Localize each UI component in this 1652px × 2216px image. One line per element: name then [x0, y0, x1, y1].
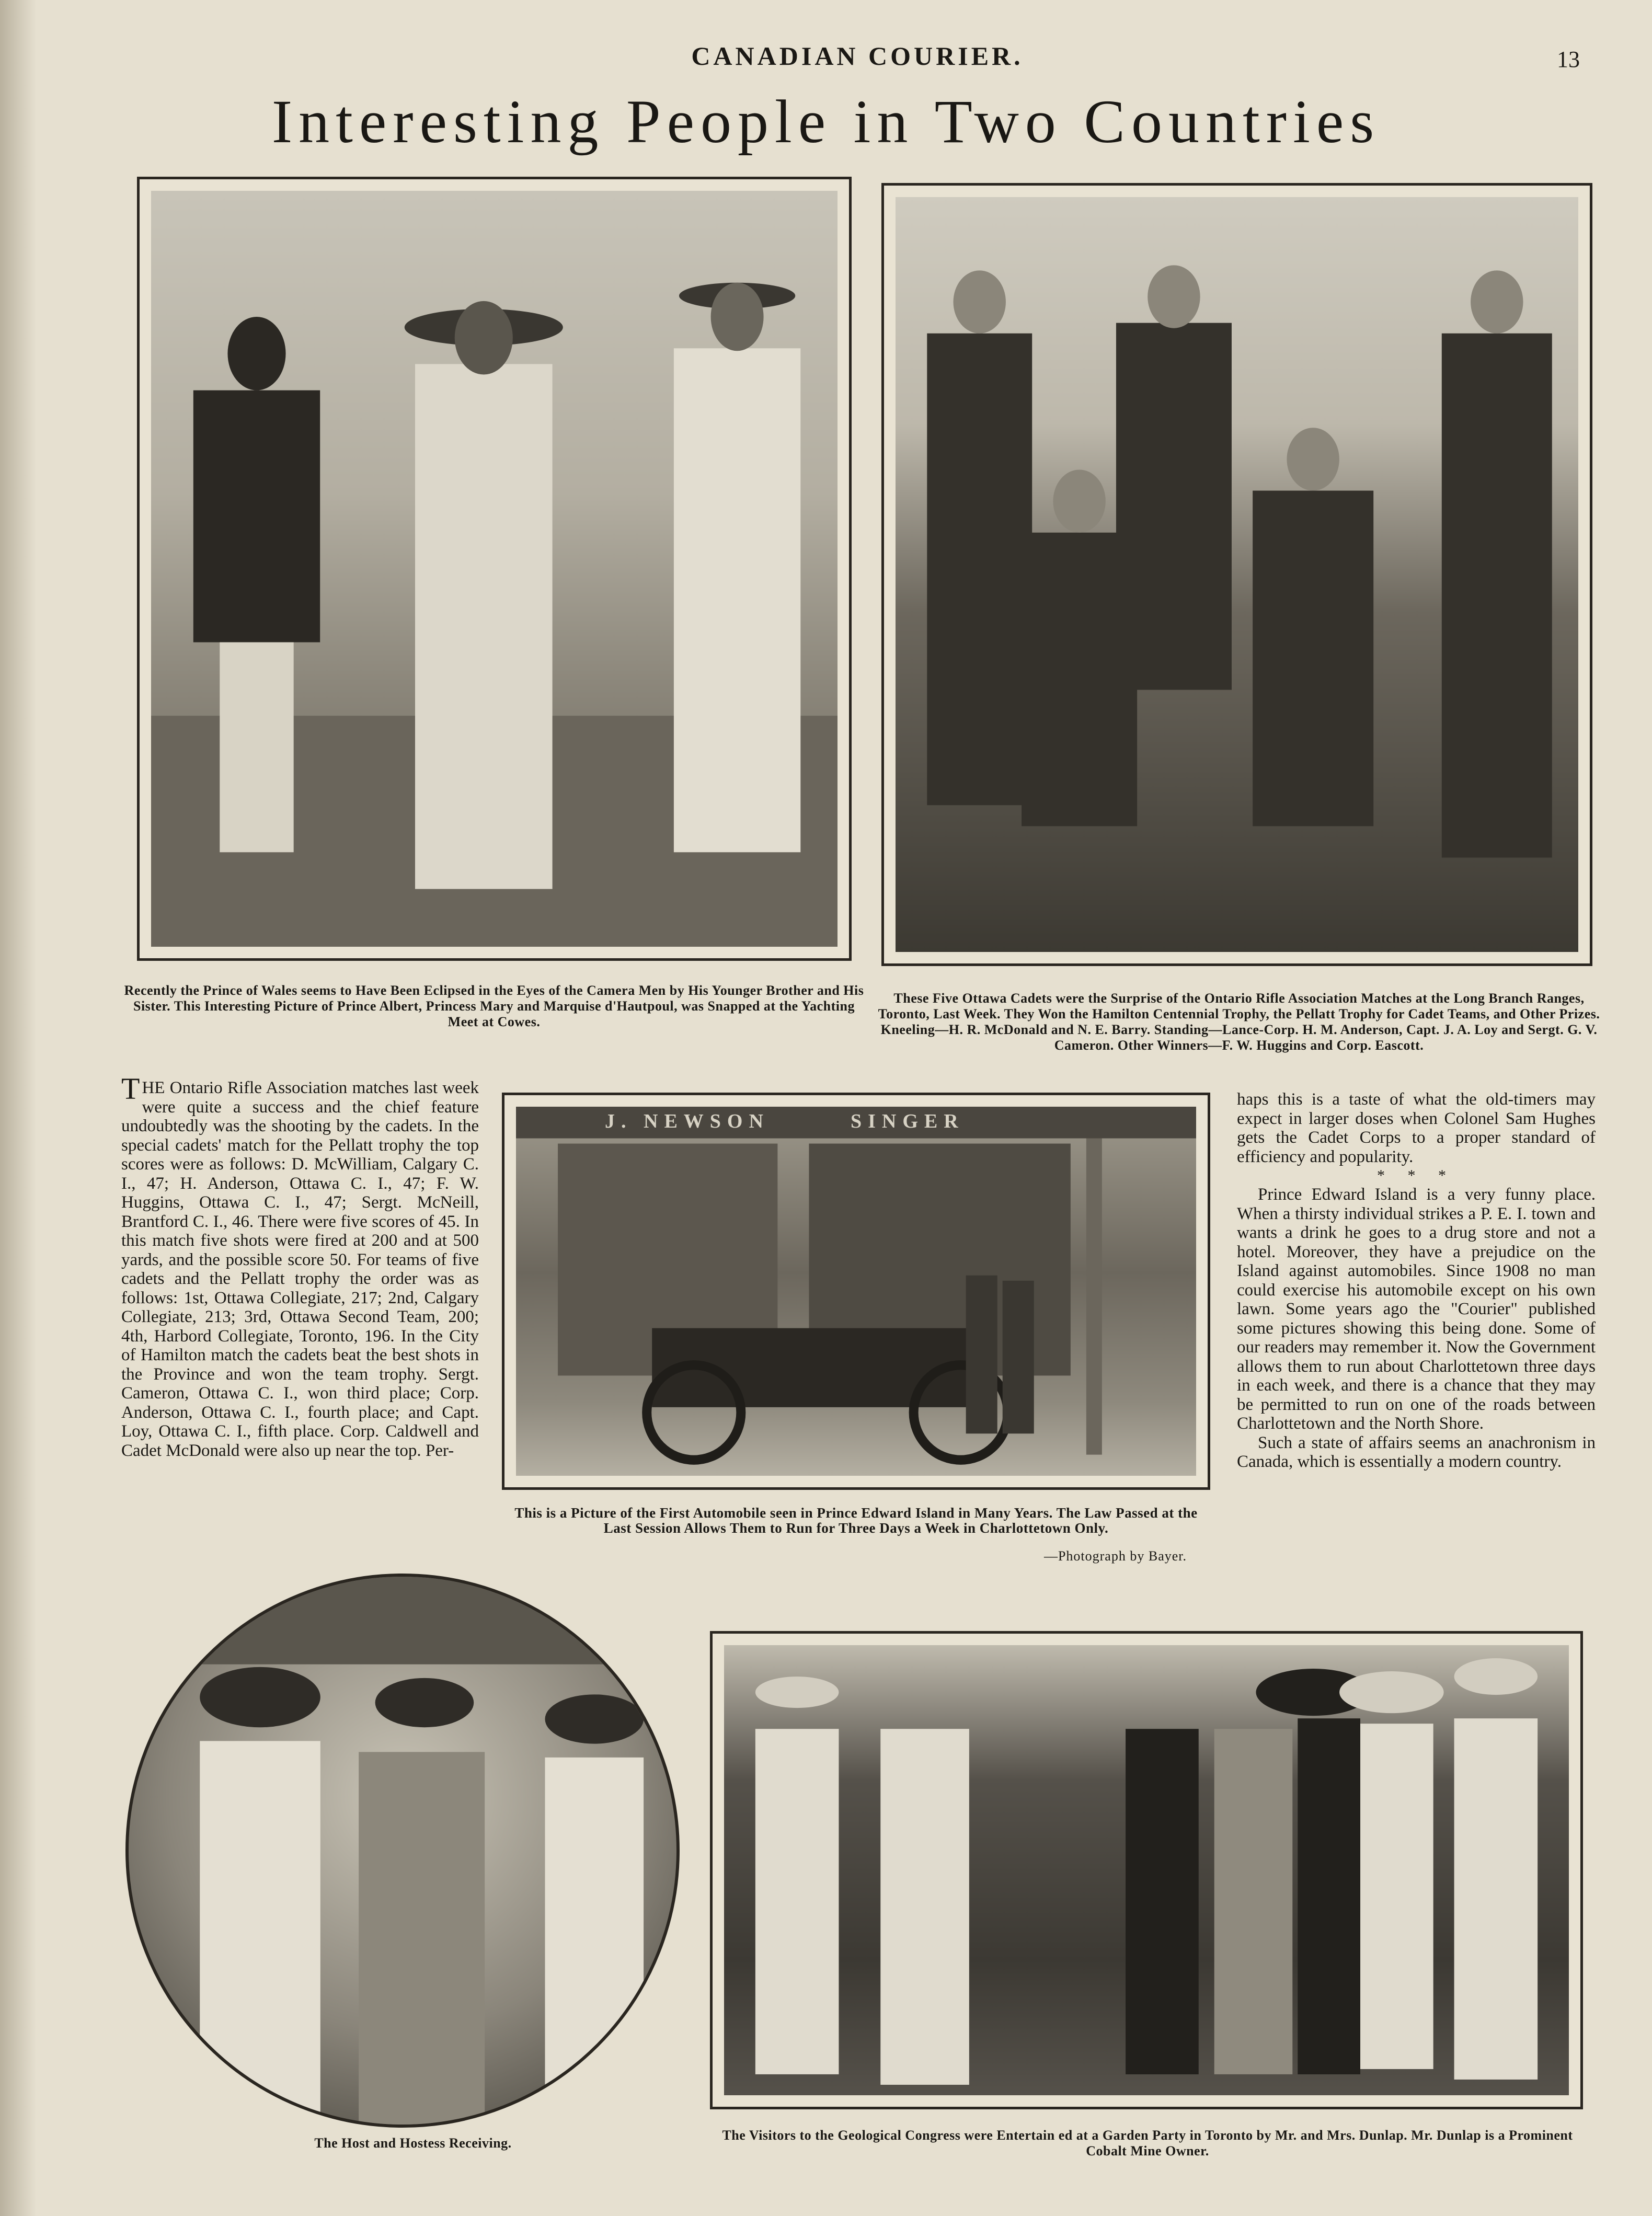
publication-header: CANADIAN COURIER.: [691, 41, 1024, 71]
page-number: 13: [1557, 47, 1580, 72]
article-right-column: [1237, 1090, 1596, 1472]
photo-credit: —Photograph by Bayer.: [1043, 1548, 1187, 1564]
photo-garden-party-image: [724, 1645, 1569, 2095]
article-left-text: HE Ontario Rifle Association matches last week were quite a success and the chief feature undoubtedly was the shooting by the cadets. In the special cadets' match for the Pellatt trophy the top scores were as follows: D. McWilliam, Calgary C. I., 47; H. Anderson, Ottawa C. I., 47; F. W. Huggins, Ottawa C. I., 47; Sergt. McNeill, Brantford C. I., 46. There were five scores of 45. In this match five shots were fired at 200 and at 500 yards, and the possible score 50. For teams of five cadets and the Pellatt trophy the order was as follows: 1st, Ottawa Collegiate, 217; 2nd, Calgary Collegiate, 213; 3rd, Ottawa Second Team, 200; 4th, Harbord Collegiate, Toronto, 196. In the City of Hamilton match the cadets beat the best shots in the Province and won the team trophy. Sergt. Cameron, Ottawa C. I., won third place; Corp. Anderson, Ottawa C. I., fourth place; and Capt. Loy, Ottawa C. I., fifth place. Corp. Caldwell and Cadet McDonald were also up near the top. Per-: [121, 1078, 479, 1460]
article-right-p1: haps this is a taste of what the old-timers may expect in larger doses when Colonel Sam Hughes gets the Cadet Corps to a proper standard of efficiency and popularity.: [1237, 1090, 1596, 1166]
article-left-column: [121, 1072, 479, 1460]
store-sign-left: J. NEWSON: [605, 1110, 770, 1132]
article-right-p2: Prince Edward Island is a very funny place. When a thirsty individual strikes a P. E. I. town and wants a drink he goes to a drug store and not a hotel. Moreover, they have a prejudice on the Island against automobiles. Since 1908 no man could exercise his automobile except on his own lawn. Some years ago the "Courier" published some pictures showing this being done. Some of our readers may remember it. Now the Government allows them to run about Charlottetown three days in each week, and there is a chance that they may be permitted to run on one of the roads between Charlottetown and the North Shore.: [1237, 1185, 1596, 1433]
article-separator: * * *: [1377, 1167, 1455, 1184]
article-right-p3: Such a state of affairs seems an anachronism in Canada, which is essentially a modern country.: [1237, 1433, 1596, 1471]
photo-royals-image: [151, 191, 838, 947]
caption-host-hostess: The Host and Hostess Receiving.: [314, 2135, 512, 2151]
caption-garden-party: The Visitors to the Geological Congress were Entertain ed at a Garden Party in Toronto by Mr. and Mrs. Dunlap. Mr. Dunlap is a Prominent Cobalt Mine Owner.: [722, 2128, 1573, 2158]
photo-royals: [137, 177, 852, 961]
caption-cadets: These Five Ottawa Cadets were the Surprise of the Ontario Rifle Association Matches at the Long Branch Ranges, Toronto, Last Week. They Won the Hamilton Centennial Trophy, the Pellatt Trophy for Cadet Teams, and Other Prizes. Kneeling—H. R. McDonald and N. E. Barry. Standing—Lance-Corp. H. M. Anderson, Capt. J. A. Loy and Sergt. G. V. Cameron. Other Winners—F. W. Huggins and Corp. Eascott.: [878, 991, 1600, 1053]
caption-royals: Recently the Prince of Wales seems to Have Been Eclipsed in the Eyes of the Camera Men by His Younger Brother and His Sister. This Interesting Picture of Prince Albert, Princess Mary and Marquise d'Hautpoul, was Snapped at the Yachting Meet at Cowes.: [124, 983, 864, 1029]
photo-cadets: [881, 183, 1592, 966]
page-title: Interesting People in Two Countries: [271, 87, 1381, 156]
photo-host-hostess: [125, 1574, 680, 2128]
page-gutter: [0, 0, 37, 2216]
photo-automobile-image: [516, 1107, 1196, 1476]
photo-cadets-image: [896, 197, 1578, 952]
photo-automobile: [502, 1093, 1210, 1490]
photo-garden-party: [710, 1631, 1583, 2109]
store-sign-right: SINGER: [851, 1110, 965, 1132]
caption-automobile: This is a Picture of the First Automobile seen in Prince Edward Island in Many Years. The Law Passed at the Last Session Allows Them to Run for Three Days a Week in Charlottetown Only.: [514, 1505, 1198, 1536]
article-dropcap: T: [121, 1072, 140, 1106]
